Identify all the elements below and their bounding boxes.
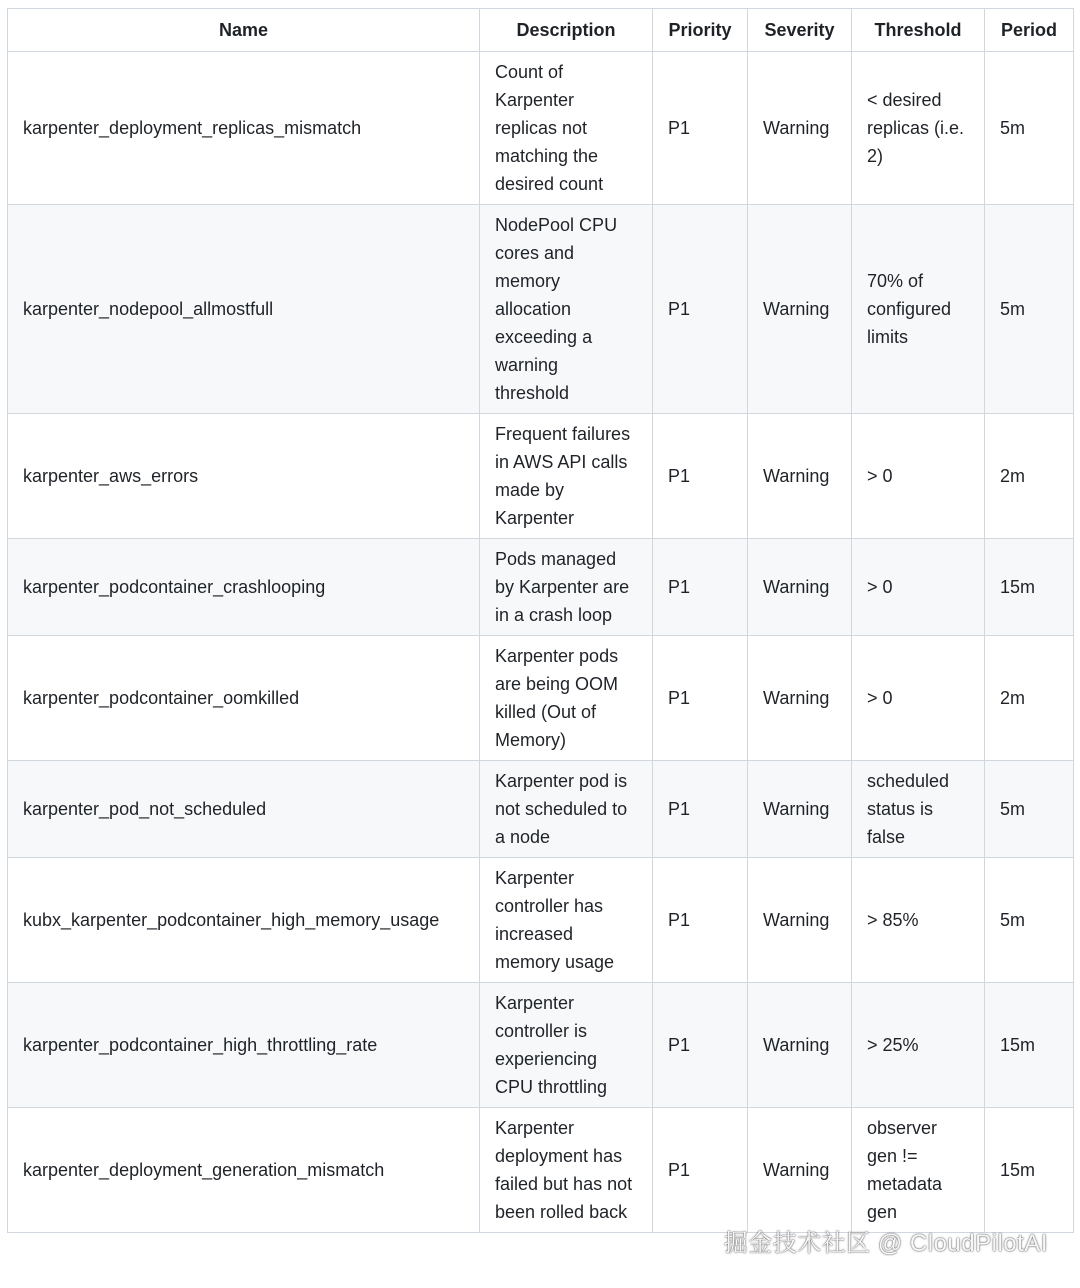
cell-name: karpenter_deployment_generation_mismatch [8, 1108, 480, 1233]
cell-period: 5m [985, 858, 1074, 983]
cell-name: karpenter_nodepool_allmostfull [8, 205, 480, 414]
cell-description: Karpenter pods are being OOM killed (Out of Memory) [480, 636, 653, 761]
cell-severity: Warning [748, 761, 852, 858]
table-row [8, 539, 1074, 636]
cell-severity: Warning [748, 858, 852, 983]
column-header-name: Name [8, 9, 480, 52]
column-header-severity: Severity [748, 9, 852, 52]
cell-name: karpenter_podcontainer_oomkilled [8, 636, 480, 761]
cell-period: 2m [985, 636, 1074, 761]
cell-period: 5m [985, 761, 1074, 858]
cell-severity: Warning [748, 414, 852, 539]
cell-threshold: > 85% [852, 858, 985, 983]
cell-name: karpenter_podcontainer_crashlooping [8, 539, 480, 636]
cell-period: 15m [985, 983, 1074, 1108]
table-row [8, 636, 1074, 761]
cell-threshold: observer gen != metadata gen [852, 1108, 985, 1233]
cell-severity: Warning [748, 1108, 852, 1233]
table-row [8, 983, 1074, 1108]
cell-priority: P1 [653, 983, 748, 1108]
column-header-description: Description [480, 9, 653, 52]
cell-severity: Warning [748, 539, 852, 636]
header-row [8, 9, 1074, 52]
cell-priority: P1 [653, 636, 748, 761]
cell-threshold: > 25% [852, 983, 985, 1108]
cell-period: 15m [985, 1108, 1074, 1233]
column-header-priority: Priority [653, 9, 748, 52]
cell-priority: P1 [653, 1108, 748, 1233]
cell-threshold: 70% of configured limits [852, 205, 985, 414]
table-row [8, 858, 1074, 983]
column-header-threshold: Threshold [852, 9, 985, 52]
cell-severity: Warning [748, 636, 852, 761]
cell-period: 5m [985, 52, 1074, 205]
cell-priority: P1 [653, 539, 748, 636]
cell-priority: P1 [653, 858, 748, 983]
table-row [8, 414, 1074, 539]
cell-severity: Warning [748, 52, 852, 205]
cell-description: Karpenter deployment has failed but has not been rolled back [480, 1108, 653, 1233]
cell-description: NodePool CPU cores and memory allocation exceeding a warning threshold [480, 205, 653, 414]
cell-description: Karpenter controller is experiencing CPU throttling [480, 983, 653, 1108]
cell-period: 2m [985, 414, 1074, 539]
cell-threshold: > 0 [852, 636, 985, 761]
cell-period: 15m [985, 539, 1074, 636]
cell-threshold: scheduled status is false [852, 761, 985, 858]
cell-name: karpenter_pod_not_scheduled [8, 761, 480, 858]
cell-description: Count of Karpenter replicas not matching the desired count [480, 52, 653, 205]
cell-description: Pods managed by Karpenter are in a crash loop [480, 539, 653, 636]
cell-description: Frequent failures in AWS API calls made by Karpenter [480, 414, 653, 539]
watermark: 掘金技术社区 @ CloudPilotAI [723, 1230, 1048, 1257]
cell-priority: P1 [653, 205, 748, 414]
cell-description: Karpenter pod is not scheduled to a node [480, 761, 653, 858]
table-row [8, 205, 1074, 414]
cell-threshold: < desired replicas (i.e. 2) [852, 52, 985, 205]
cell-name: kubx_karpenter_podcontainer_high_memory_usage [8, 858, 480, 983]
cell-severity: Warning [748, 205, 852, 414]
cell-period: 5m [985, 205, 1074, 414]
alerts-table [7, 8, 1074, 1233]
table-row [8, 761, 1074, 858]
cell-severity: Warning [748, 983, 852, 1108]
table-row [8, 52, 1074, 205]
cell-name: karpenter_aws_errors [8, 414, 480, 539]
cell-priority: P1 [653, 414, 748, 539]
table-row [8, 1108, 1074, 1233]
cell-priority: P1 [653, 761, 748, 858]
cell-name: karpenter_podcontainer_high_throttling_rate [8, 983, 480, 1108]
column-header-period: Period [985, 9, 1074, 52]
cell-threshold: > 0 [852, 414, 985, 539]
cell-name: karpenter_deployment_replicas_mismatch [8, 52, 480, 205]
cell-threshold: > 0 [852, 539, 985, 636]
cell-description: Karpenter controller has increased memory usage [480, 858, 653, 983]
cell-priority: P1 [653, 52, 748, 205]
